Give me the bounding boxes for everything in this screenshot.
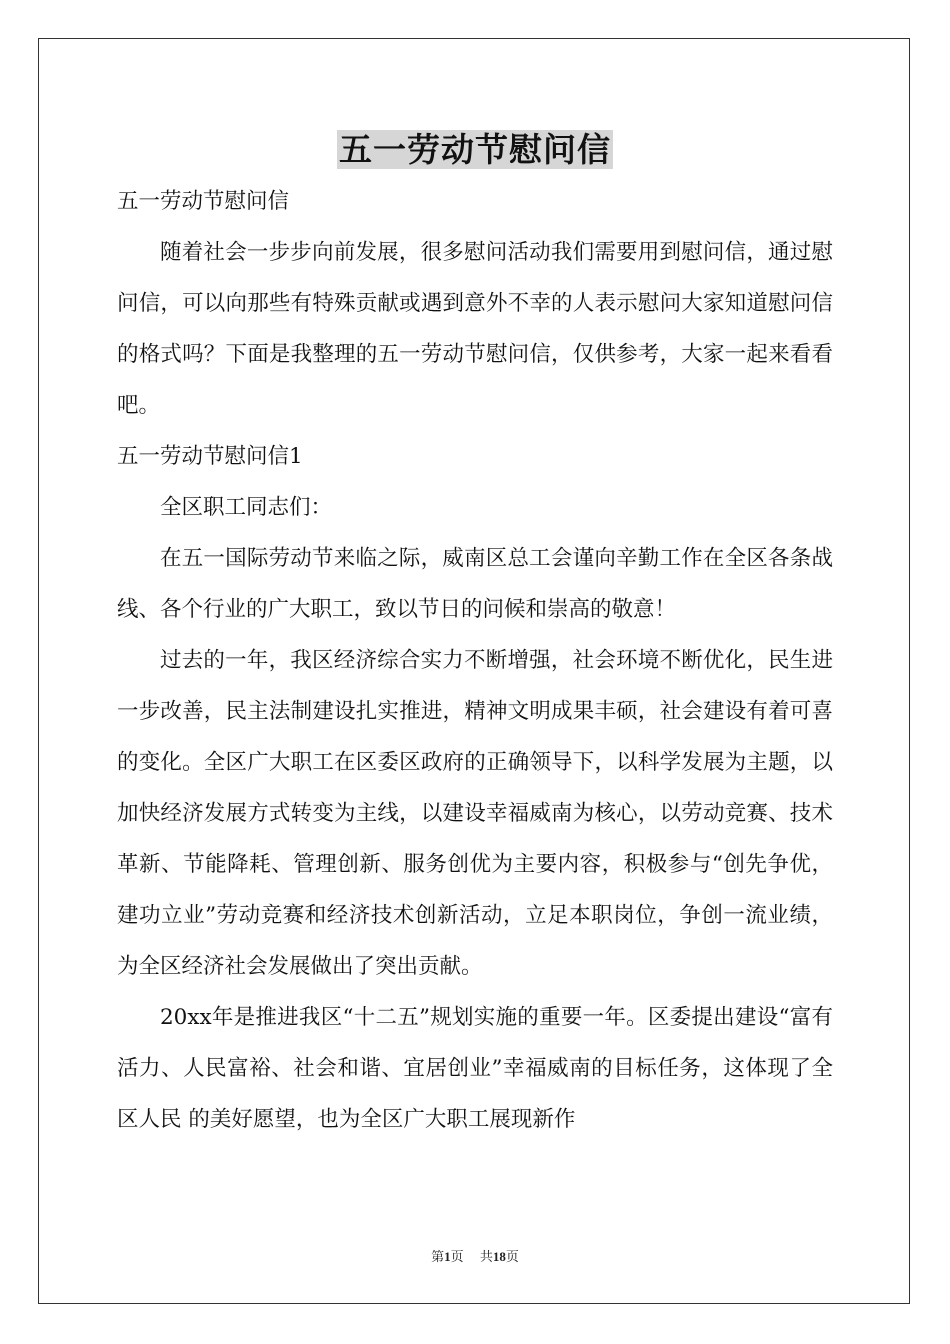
document-body bbox=[117, 176, 833, 1145]
document-title-wrap bbox=[0, 128, 950, 172]
page-current: 1 bbox=[444, 1249, 451, 1264]
total-suffix: 页 bbox=[505, 1249, 519, 1264]
total-prefix: 共 bbox=[479, 1249, 493, 1264]
body-paragraph: 在五一国际劳动节来临之际，威南区总工会谨向辛勤工作在全区各条战线、各个行业的广大职工，致以节日的问候和崇高的敬意！ bbox=[117, 546, 833, 622]
body-paragraph: 过去的一年，我区经济综合实力不断增强，社会环境不断优化，民生进一步改善，民主法制建设扎实推进，精神文明成果丰硕，社会建设有着可喜的变化。全区广大职工在区委区政府的正确领导下，以科学发展为主题，以加快经济发展方式转变为主线，以建设幸福威南为核心，以劳动竞赛、技术革新、节能降耗、管理创新、服务创优为主要内容，积极参与“创先争优，建功立业”劳动竞赛和经济技术创新活动，立足本职岗位，争创一流业绩，为全区经济社会发展做出了突出贡献。 bbox=[117, 648, 833, 979]
document-title: 五一劳动节慰问信 bbox=[339, 130, 611, 169]
page-total: 18 bbox=[492, 1249, 506, 1264]
body-paragraph: 20xx年是推进我区“十二五”规划实施的重要一年。区委提出建设“富有活力、人民富裕、社会和谐、宜居创业”幸福威南的目标任务，这体现了全区人民 的美好愿望，也为全区广大职工展现新作 bbox=[117, 1005, 833, 1132]
letter-heading: 五一劳动节慰问信1 bbox=[117, 444, 303, 469]
intro-paragraph: 随着社会一步步向前发展，很多慰问活动我们需要用到慰问信，通过慰问信，可以向那些有特殊贡献或遇到意外不幸的人表示慰问大家知道慰问信的格式吗？下面是我整理的五一劳动节慰问信，仅供参考，大家一起来看看吧。 bbox=[117, 240, 833, 418]
page-prefix: 第 bbox=[431, 1249, 445, 1264]
page-suffix: 页 bbox=[450, 1249, 464, 1264]
page-footer bbox=[0, 1246, 950, 1265]
subtitle: 五一劳动节慰问信 bbox=[117, 189, 290, 214]
salutation: 全区职工同志们： bbox=[160, 495, 333, 520]
